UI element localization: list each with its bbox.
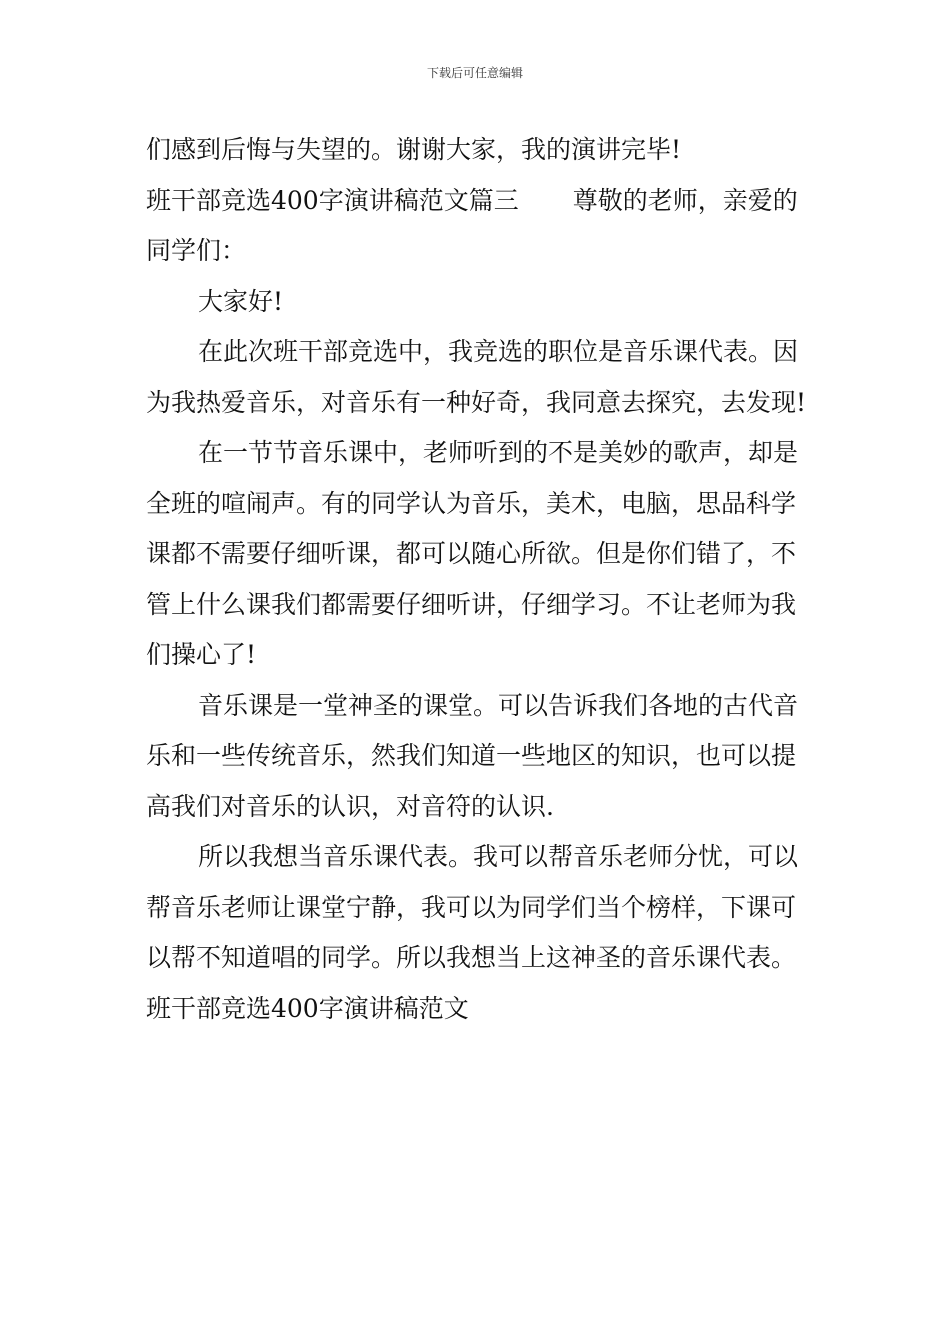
- paragraph-1: 在此次班干部竞选中，我竞选的职位是音乐课代表。因为我热爱音乐，对音乐有一种好奇，我同意去探究，去发现!: [146, 337, 807, 417]
- page-header-note: 下载后可任意编辑: [426, 66, 523, 80]
- paragraph-4: 所以我想当音乐课代表。我可以帮音乐老师分忧，可以帮音乐老师让课堂宁静，我可以为同学们当个榜样，下课可以帮不知道唱的同学。所以我想当上这神圣的音乐课代表。: [146, 842, 799, 972]
- document-body: [146, 125, 810, 1034]
- salutation-part-1: 尊敬的老师，亲爱的: [572, 185, 798, 215]
- text-line-continuation: 们感到后悔与失望的。谢谢大家，我的演讲完毕!: [146, 135, 682, 164]
- paragraph-2: 在一节节音乐课中，老师听到的不是美妙的歌声，却是全班的喧闹声。有的同学认为音乐，美术，电脑，思品科学课都不需要仔细听课，都可以随心所欲。但是你们错了，不管上什么课我们都需要仔细听讲，仔细学习。不让老师为我们操心了!: [146, 438, 799, 669]
- salutation-part-2: 同学们：: [146, 236, 247, 265]
- section-title: 班干部竞选400字演讲稿范文篇三: [146, 185, 519, 215]
- paragraph-3: 音乐课是一堂神圣的课堂。可以告诉我们各地的古代音乐和一些传统音乐，然我们知道一些地区的知识，也可以提高我们对音乐的认识，对音符的认识.: [146, 690, 799, 821]
- closing-title: 班干部竞选400字演讲稿范文: [146, 993, 469, 1023]
- greeting: 大家好!: [198, 286, 284, 316]
- section-heading-line: [146, 176, 810, 227]
